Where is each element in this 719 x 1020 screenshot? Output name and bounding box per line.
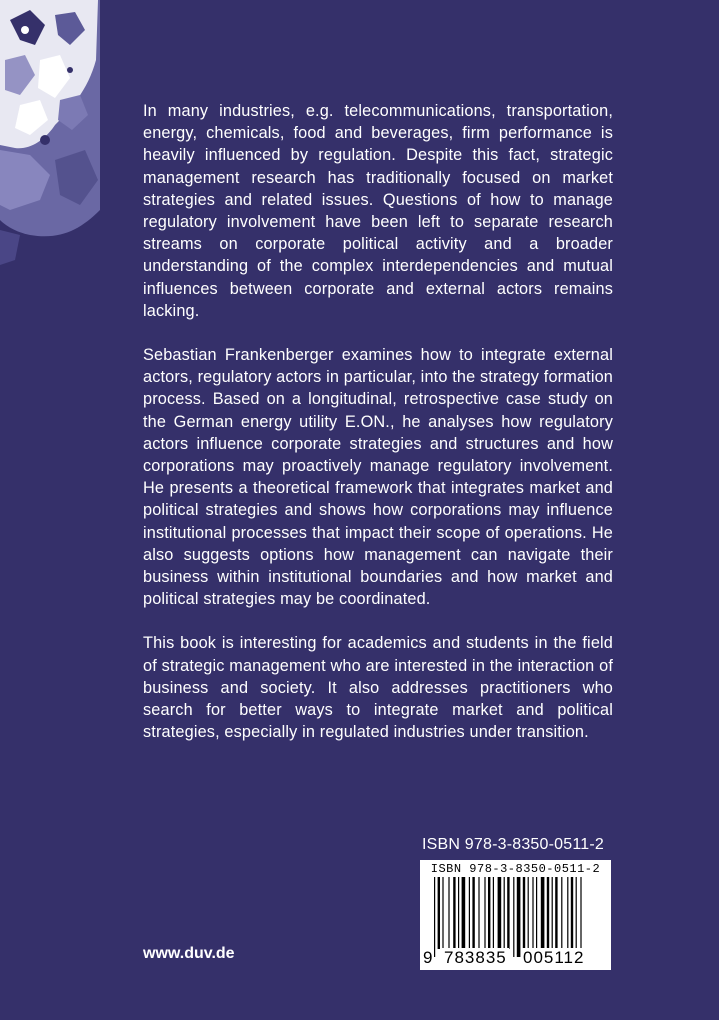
barcode-bar: [555, 877, 557, 949]
barcode-bar: [576, 877, 577, 949]
globe-image: [0, 0, 100, 300]
barcode-bar: [547, 877, 549, 949]
barcode-bar: [528, 877, 529, 949]
barcode-bar: [536, 877, 537, 949]
barcode-bar: [498, 877, 502, 949]
barcode-digit-first: 9: [423, 948, 434, 967]
barcode-bar: [571, 877, 573, 949]
barcode-bar: [448, 877, 449, 949]
barcode-bar: [472, 877, 474, 949]
barcode-bar: [532, 877, 533, 949]
barcode-isbn-text: ISBN 978-3-8350-0511-2: [430, 862, 601, 876]
barcode-bar: [517, 877, 521, 957]
barcode-bar: [469, 877, 470, 949]
barcode-bar: [478, 877, 479, 949]
barcode-digit-group-2: 005112: [523, 948, 585, 967]
barcode-bar: [453, 877, 455, 949]
barcode-bar: [523, 877, 525, 949]
barcode-bar: [458, 877, 459, 949]
barcode-digit-group-1: 783835: [444, 948, 507, 967]
paragraph-2: Sebastian Frankenberger examines how to integrate external actors, regulatory actors in particular, into the strategy formation process. Based on a longitudinal, retrospective case study on the German energy utility E.ON., he analyses how regulatory actors influence corporate strategies and structures and how corporations may proactively manage regulatory involvement. He presents a theoretical framework that integrates market and political strategies and shows how corporations may influence institutional processes that impact their scope of operations. He also suggests options how management can navigate their business within institutional boundaries and how market and political strategies may be coordinated.: [143, 346, 613, 609]
barcode-bar: [484, 877, 485, 949]
barcode: [420, 860, 611, 970]
publisher-url[interactable]: www.duv.de: [143, 945, 235, 962]
barcode-bar: [541, 877, 545, 949]
description-text: [143, 100, 613, 765]
barcode-bar: [434, 877, 435, 957]
barcode-bar: [552, 877, 553, 949]
isbn-label: ISBN 978-3-8350-0511-2: [422, 836, 604, 853]
barcode-bar: [488, 877, 490, 949]
barcode-bar: [504, 877, 505, 949]
barcode-bar: [513, 877, 514, 957]
barcode-bar: [561, 877, 562, 949]
barcode-bar: [507, 877, 509, 949]
barcode-bar: [567, 877, 568, 949]
barcode-bar: [442, 877, 443, 949]
barcode-bar: [462, 877, 466, 949]
paragraph-3: This book is interesting for academics and students in the field of strategic management who are interested in the interaction of business and society. It also addresses practitioners who search for better ways to integrate market and political strategies, especially in regulated industries under transition.: [143, 634, 613, 742]
paragraph-1: In many industries, e.g. telecommunications, transportation, energy, chemicals, food and beverages, firm performance is heavily influenced by regulation. Despite this fact, strategic management research has traditionally focused on market strategies and related issues. Questions of how to manage regulatory involvement have been left to separate research streams on corporate political activity and a broader understanding of the complex interdependencies and mutual influences between corporate and external actors remains lacking.: [143, 102, 613, 320]
barcode-bar: [580, 877, 581, 949]
barcode-bar: [438, 877, 440, 949]
barcode-bar: [493, 877, 494, 949]
